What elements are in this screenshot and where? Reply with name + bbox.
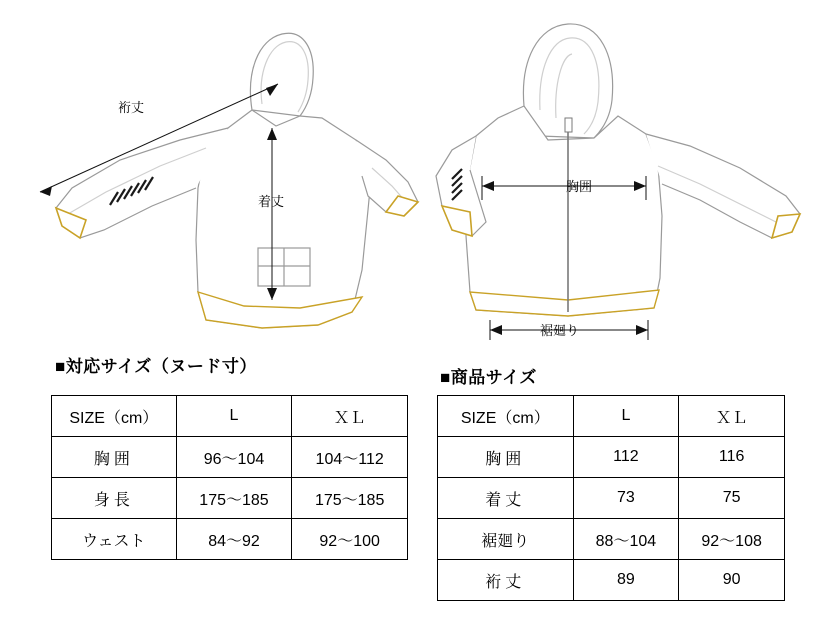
table-header-row [438, 396, 785, 437]
nude-size-table [51, 395, 408, 560]
table-header-row [52, 396, 408, 437]
product-size-table [437, 395, 785, 601]
row-value-l: 89 [573, 560, 679, 601]
jacket-back-view [436, 24, 800, 316]
header-l: L [573, 396, 679, 437]
table-row [52, 519, 408, 560]
label-kitake-front: 着丈 [258, 194, 285, 209]
row-value-xl: 104〜112 [292, 437, 408, 478]
right-table-heading: ■商品サイズ [440, 368, 537, 387]
row-label: ウェスト [52, 519, 177, 560]
header-xl: ＸＬ [292, 396, 408, 437]
row-label: 胸囲 [438, 437, 574, 478]
label-susomawari-back: 裾廻り [540, 323, 580, 338]
table-row [438, 478, 785, 519]
row-value-l: 88〜104 [573, 519, 679, 560]
row-value-l: 73 [573, 478, 679, 519]
row-label: 裾廻り [438, 519, 574, 560]
row-label: 裄丈 [438, 560, 574, 601]
header-xl: ＸＬ [679, 396, 785, 437]
row-value-xl: 175〜185 [292, 478, 408, 519]
row-value-xl: 75 [679, 478, 785, 519]
row-value-l: 96〜104 [176, 437, 292, 478]
table-row [438, 519, 785, 560]
header-size: SIZE（cm） [438, 396, 574, 437]
row-value-xl: 90 [679, 560, 785, 601]
table-row [52, 478, 408, 519]
row-label: 身長 [52, 478, 177, 519]
header-l: L [176, 396, 292, 437]
row-label: 胸囲 [52, 437, 177, 478]
table-row [438, 560, 785, 601]
row-value-l: 84〜92 [176, 519, 292, 560]
row-value-xl: 116 [679, 437, 785, 478]
jacket-front-view [56, 33, 418, 328]
row-value-l: 175〜185 [176, 478, 292, 519]
left-table-heading: ■対応サイズ（ヌード寸） [55, 357, 257, 376]
header-size: SIZE（cm） [52, 396, 177, 437]
row-value-l: 112 [573, 437, 679, 478]
label-kyoi-back: 胸囲 [566, 179, 593, 194]
label-yukitake-front: 裄丈 [118, 100, 145, 115]
row-value-xl: 92〜108 [679, 519, 785, 560]
table-row [52, 437, 408, 478]
row-value-xl: 92〜100 [292, 519, 408, 560]
row-label: 着丈 [438, 478, 574, 519]
table-row [438, 437, 785, 478]
